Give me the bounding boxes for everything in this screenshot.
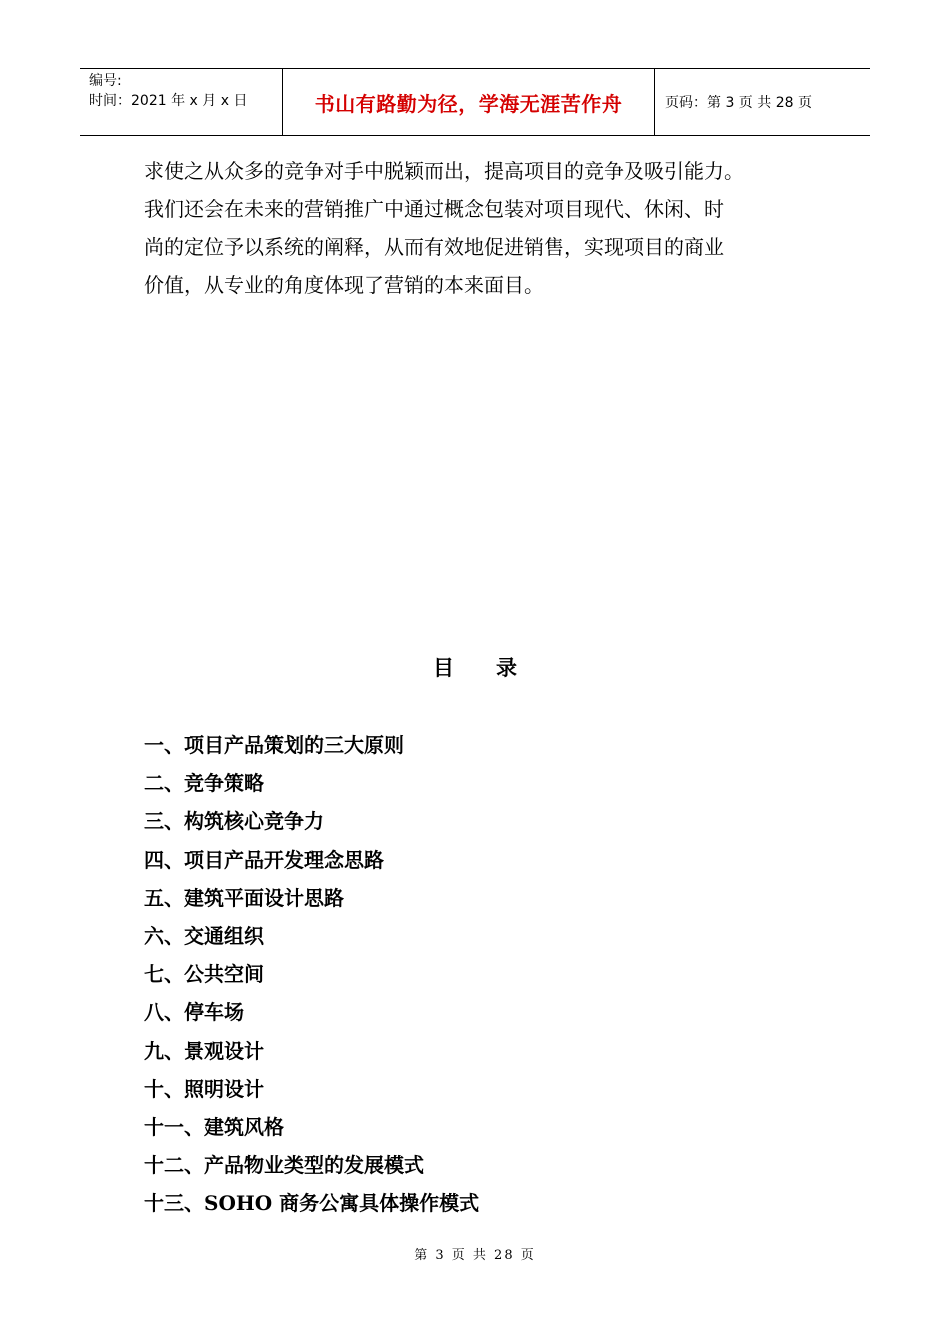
toc-item[interactable]: 五、建筑平面设计思路 — [144, 885, 344, 910]
toc-item[interactable]: 八、停车场 — [144, 1000, 244, 1025]
toc-item[interactable]: 四、项目产品开发理念思路 — [144, 847, 384, 872]
header-page-code: 页码：第 3 页 共 28 页 — [665, 95, 812, 111]
intro-line: 我们还会在未来的营销推广中通过概念包装对项目现代、休闲、时 — [144, 197, 724, 221]
document-number-label: 编号: — [89, 73, 122, 89]
header-motto: 书山有路勤为径，学海无涯苦作舟 — [314, 91, 623, 116]
intro-paragraph — [144, 152, 834, 304]
header-meta-cell — [80, 69, 282, 135]
header-page-cell — [655, 69, 870, 135]
intro-line: 价值，从专业的角度体现了营销的本来面目。 — [144, 273, 544, 297]
toc-item[interactable]: 三、构筑核心竞争力 — [144, 809, 324, 834]
toc-item[interactable]: 一、项目产品策划的三大原则 — [144, 733, 404, 757]
page-footer: 第 3 页 共 28 页 — [414, 1248, 536, 1263]
header-motto-cell — [282, 69, 655, 135]
toc-item[interactable]: 六、交通组织 — [144, 924, 264, 949]
document-date: 时间：2021 年 x 月 x 日 — [89, 93, 248, 109]
toc-item[interactable]: 九、景观设计 — [144, 1038, 264, 1063]
toc-item[interactable]: 二、竞争策略 — [144, 771, 264, 796]
intro-line: 求使之从众多的竞争对手中脱颖而出，提高项目的竞争及吸引能力。 — [144, 159, 744, 183]
toc-item[interactable]: 十二、产品物业类型的发展模式 — [144, 1153, 424, 1178]
table-of-contents — [144, 726, 479, 1223]
page-header — [80, 68, 870, 136]
toc-title: 目录 — [433, 655, 559, 680]
toc-item[interactable]: 十一、建筑风格 — [144, 1115, 284, 1140]
toc-item[interactable]: 十、照明设计 — [144, 1076, 264, 1101]
toc-item[interactable]: 十三、SOHO 商务公寓具体操作模式 — [144, 1191, 480, 1216]
intro-line: 尚的定位予以系统的阐释，从而有效地促进销售，实现项目的商业 — [144, 235, 724, 259]
toc-item[interactable]: 七、公共空间 — [144, 962, 264, 987]
